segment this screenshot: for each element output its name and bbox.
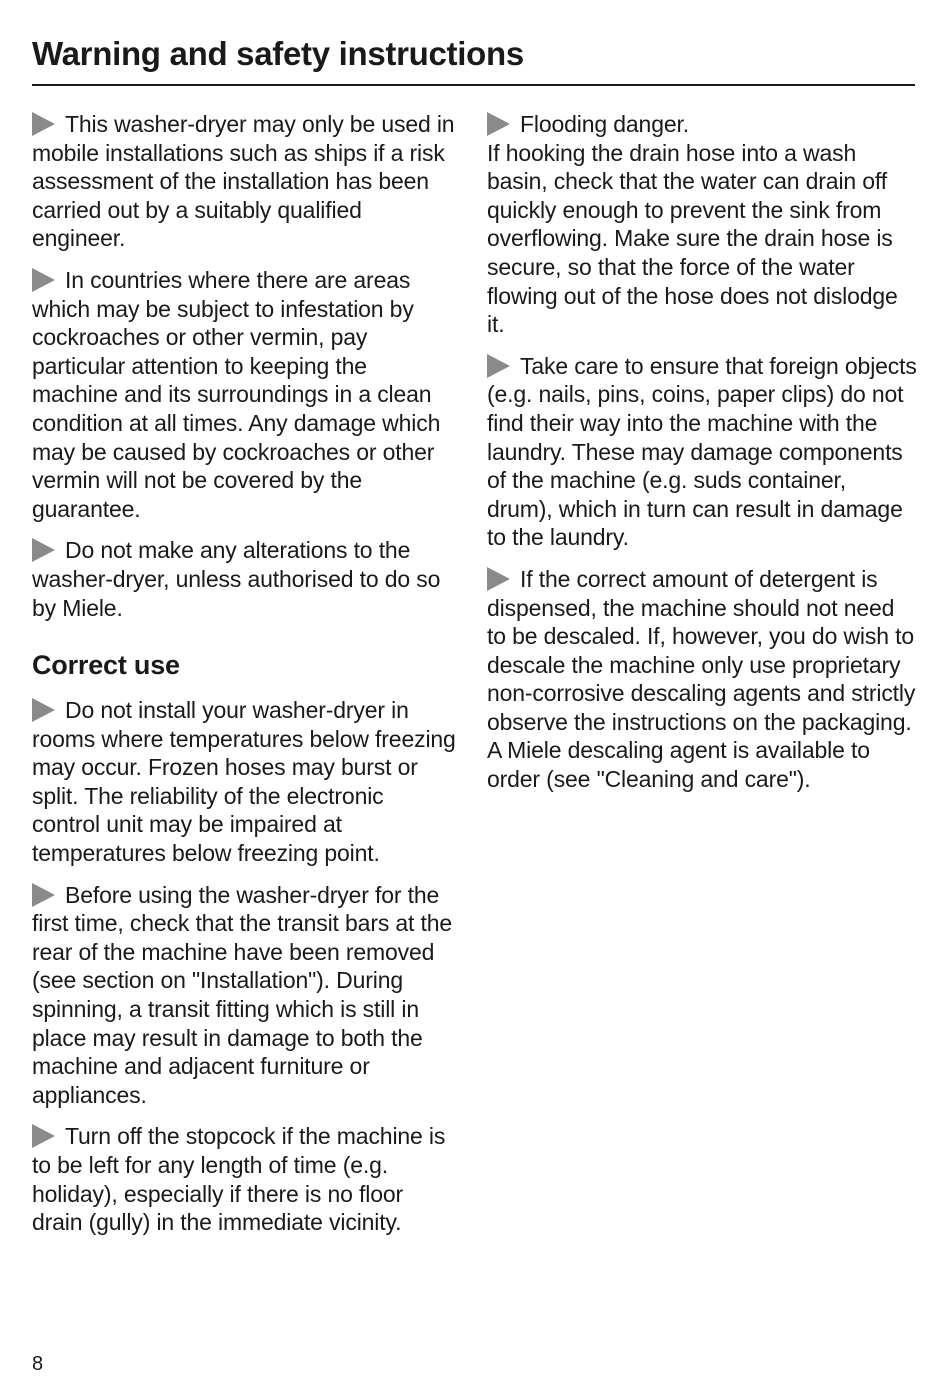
triangle-right-icon (32, 112, 55, 136)
instruction-paragraph-flooding (487, 110, 917, 339)
instruction-paragraph (32, 881, 457, 1110)
title-divider (32, 84, 915, 86)
triangle-right-icon (487, 567, 510, 591)
triangle-right-icon (487, 354, 510, 378)
paragraph-text: This washer-dryer may only be used in mobile installations such as ships if a risk assessment of the installation has been carried out by a suitably qualified engineer. (32, 111, 455, 252)
paragraph-text: If the correct amount of detergent is dispensed, the machine should not need to be descaled. If, however, you do wish to descale the machine only use proprietary non-corrosive descaling agents and strictly observe the instructions on the packaging. A Miele descaling agent is available to order (see "Cleaning and care"). (487, 565, 916, 793)
paragraph-text: Turn off the stopcock if the machine is to be left for any length of time (e.g. holiday), especially if there is no floor drain (gully) in the immediate vicinity. (32, 1123, 446, 1236)
right-column (487, 110, 917, 807)
instruction-paragraph (32, 266, 457, 523)
instruction-paragraph (32, 536, 457, 622)
flooding-title: Flooding danger. (520, 111, 689, 137)
triangle-right-icon (487, 112, 510, 136)
triangle-right-icon (32, 538, 55, 562)
paragraph-text: Before using the washer-dryer for the first time, check that the transit bars at the rear of the machine have been removed (see section on "Installation"). During spinning, a transit fitting which is still in place may result in damage to both the machine and adjacent furniture or appliances. (32, 881, 453, 1108)
paragraph-text: Do not make any alterations to the washer-dryer, unless authorised to do so by Miele. (32, 537, 441, 621)
paragraph-text: In countries where there are areas which may be subject to infestation by cockroaches or other vermin, pay particular attention to keeping the machine and its surroundings in a clean condition at all times. Any damage which may be caused by cockroaches or other vermin will not be covered by the guarantee. (32, 266, 441, 522)
page-title: Warning and safety instructions (32, 35, 524, 72)
section-heading-correct-use: Correct use (32, 650, 180, 681)
paragraph-text: Do not install your washer-dryer in rooms where temperatures below freezing may occur. Frozen hoses may burst or split. The reliability of the electronic control unit may be impaired at temperatures below freezing point. (32, 697, 456, 867)
triangle-right-icon (32, 268, 55, 292)
left-column (32, 110, 457, 1250)
instruction-paragraph (32, 696, 457, 868)
page-number: 8 (32, 1353, 44, 1375)
instruction-paragraph (32, 1122, 457, 1236)
instruction-paragraph (487, 565, 917, 794)
triangle-right-icon (32, 698, 55, 722)
instruction-paragraph (487, 352, 917, 552)
triangle-right-icon (32, 883, 55, 907)
instruction-paragraph (32, 110, 457, 253)
paragraph-text: Take care to ensure that foreign objects (e.g. nails, pins, coins, paper clips) do not find their way into the machine with the laundry. These may damage components of the machine (e.g. suds container, drum), which in turn can result in damage to the laundry. (487, 352, 917, 551)
triangle-right-icon (32, 1124, 55, 1148)
paragraph-text: If hooking the drain hose into a wash basin, check that the water can drain off quickly enough to prevent the sink from overflowing. Make sure the drain hose is secure, so that the force of the water flowing out of the hose does not dislodge it. (487, 139, 898, 338)
